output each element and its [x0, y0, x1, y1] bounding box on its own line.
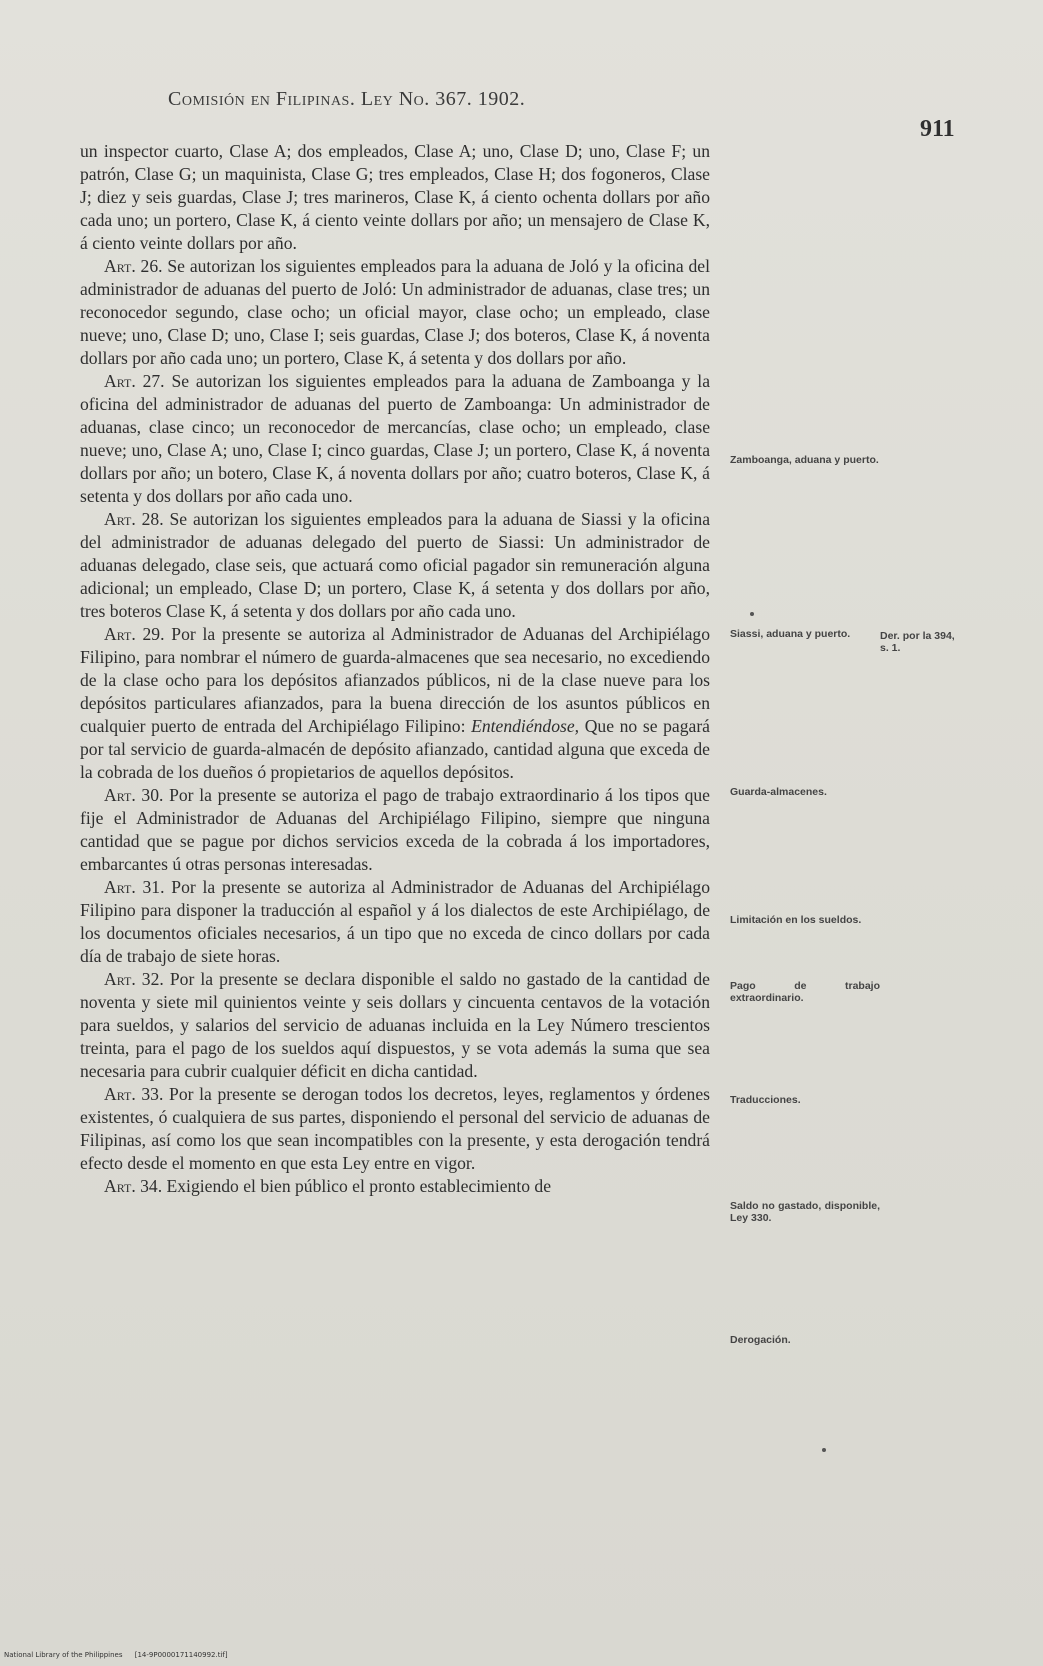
article-33	[80, 1083, 710, 1175]
marginal-note-siassi-ref: Der. por la 394, s. 1.	[880, 630, 955, 654]
marginal-note-zamboanga: Zamboanga, aduana y puerto.	[730, 454, 879, 466]
article-number: Art. 29.	[104, 624, 165, 644]
article-text: Por la presente se autoriza al Administrador de Aduanas del Archipiélago Filipino para disponer la traducción al español y á los dialectos de este Archipiélago, de los documentos oficiales necesarios, á un tipo que no exceda de cinco dollars por cada día de trabajo de siete horas.	[80, 877, 711, 966]
marginal-note-trabajo-extraordinario: Pago de trabajo extraordinario.	[730, 980, 880, 1004]
paragraph-continuation: un inspector cuarto, Clase A; dos empleados, Clase A; uno, Clase D; uno, Clase F; un patrón, Clase G; un maquinista, Clase G; tres empleados, Clase H; dos fogoneros, Clase J; diez y seis guardas, Clase J; tres marineros, Clase K, á ciento ochenta dollars por año cada uno; un portero, Clase K, á ciento veinte dollars por año; un mensajero de Clase K, á ciento veinte dollars por año.	[80, 141, 710, 253]
article-32	[80, 968, 710, 1083]
article-number: Art. 32.	[104, 969, 164, 989]
article-number: Art. 26.	[104, 256, 163, 276]
article-number: Art. 30.	[104, 785, 164, 805]
article-29	[80, 623, 710, 784]
article-26	[80, 255, 710, 370]
article-text-proviso: Que no se pagará por tal servicio de guarda-almacén de depósito afianzado, cantidad alguna que exceda de la cobrada de los dueños ó propietarios de aquellos depósitos.	[80, 716, 710, 782]
marginal-note-limitacion: Limitación en los sueldos.	[730, 914, 862, 926]
marginal-note-saldo: Saldo no gastado, disponible, Ley 330.	[730, 1200, 880, 1224]
body-text	[80, 140, 710, 1198]
proviso-term: Entendiéndose,	[471, 716, 580, 736]
article-text: Exigiendo el bien público el pronto establecimiento de	[166, 1176, 552, 1196]
marginal-note-siassi: Siassi, aduana y puerto.	[730, 628, 851, 640]
marginal-note-derogacion: Derogación.	[730, 1334, 791, 1346]
marginal-note-guarda-almacenes: Guarda-almacenes.	[730, 786, 827, 798]
article-28	[80, 508, 710, 623]
article-31	[80, 876, 710, 968]
paper-speck	[750, 612, 754, 616]
article-text: Se autorizan los siguientes empleados para la aduana de Joló y la oficina del administrador de aduanas del puerto de Joló: Un administrador de aduanas, clase tres; un reconocedor segundo, clase ocho; un oficial mayor, clase ocho; un empleado, clase nueve; uno, Clase D; uno, Clase I; seis guardas, Clase J; dos boteros, Clase K, á noventa dollars por año cada uno; un portero, Clase K, á setenta y dos dollars por año.	[80, 256, 710, 368]
article-27	[80, 370, 710, 508]
article-text: Se autorizan los siguientes empleados para la aduana de Zamboanga y la oficina del administrador de aduanas del puerto de Zamboanga: Un administrador de aduanas, clase cinco; un reconocedor de mercancías, clase ocho; un empleado, clase nueve; uno, Clase A; uno, Clase I; cinco guardas, Clase J; un portero, Clase K, á noventa dollars por año; un botero, Clase K, á noventa dollars por año; cuatro boteros, Clase K, á setenta y dos dollars por año cada uno.	[80, 371, 710, 506]
scan-footer	[4, 1651, 228, 1659]
article-text: Se autorizan los siguientes empleados para la aduana de Siassi y la oficina del administrador de aduanas delegado del puerto de Siassi: Un administrador de aduanas delegado, clase seis, que actuará como oficial pagador sin remuneración alguna adicional; un empleado, Clase D; un portero, Clase K, á setenta y dos dollars por año, tres boteros Clase K, á setenta y dos dollars por año cada uno.	[80, 509, 711, 621]
running-head: Comisión en Filipinas. Ley No. 367. 1902.	[168, 88, 526, 110]
article-number: Art. 28.	[104, 509, 164, 529]
paper-speck	[822, 1448, 826, 1452]
page-number: 911	[920, 116, 955, 142]
article-30	[80, 784, 710, 876]
article-text: Por la presente se derogan todos los decretos, leyes, reglamentos y órdenes existentes, ó cualquiera de sus partes, disponiendo el personal del servicio de aduanas de Filipinas, así como los que sean incompatibles con la presente, y esta derogación tendrá efecto desde el momento en que esta Ley entre en vigor.	[80, 1084, 711, 1173]
article-number: Art. 27.	[104, 371, 165, 391]
article-number: Art. 34.	[104, 1176, 163, 1196]
footer-library: National Library of the Philippines	[4, 1651, 123, 1659]
footer-file-id: [14-9P0000171140992.tif]	[134, 1651, 228, 1659]
article-text: Por la presente se autoriza el pago de trabajo extraordinario á los tipos que fije el Administrador de Aduanas del Archipiélago Filipino, siempre que ninguna cantidad que se pague por dichos servicios exceda de la cobrada á los importadores, embarcantes ú otras personas interesadas.	[80, 785, 710, 874]
article-number: Art. 31.	[104, 877, 165, 897]
article-34	[80, 1175, 710, 1198]
article-number: Art. 33.	[104, 1084, 164, 1104]
marginal-note-traducciones: Traducciones.	[730, 1094, 801, 1106]
article-text: Por la presente se autoriza al Administrador de Aduanas del Archipiélago Filipino, para nombrar el número de guarda-almacenes que sea necesario, no excediendo de la clase ocho para los depósitos afianzados públicos, ni de la clase nueve para los depósitos particulares afianzados, para la buena dirección de los asuntos públicos en cualquier puerto de entrada del Archipiélago Filipino:	[80, 624, 711, 736]
article-text: Por la presente se declara disponible el saldo no gastado de la cantidad de noventa y siete mil quinientos veinte y seis dollars y cincuenta centavos de la votación para sueldos, y salarios del servicio de aduanas incluida en la Ley Número trescientos treinta, para el pago de los sueldos aquí dispuestos, y se vota además la suma que sea necesaria para cubrir cualquier déficit en dicha cantidad.	[80, 969, 710, 1081]
